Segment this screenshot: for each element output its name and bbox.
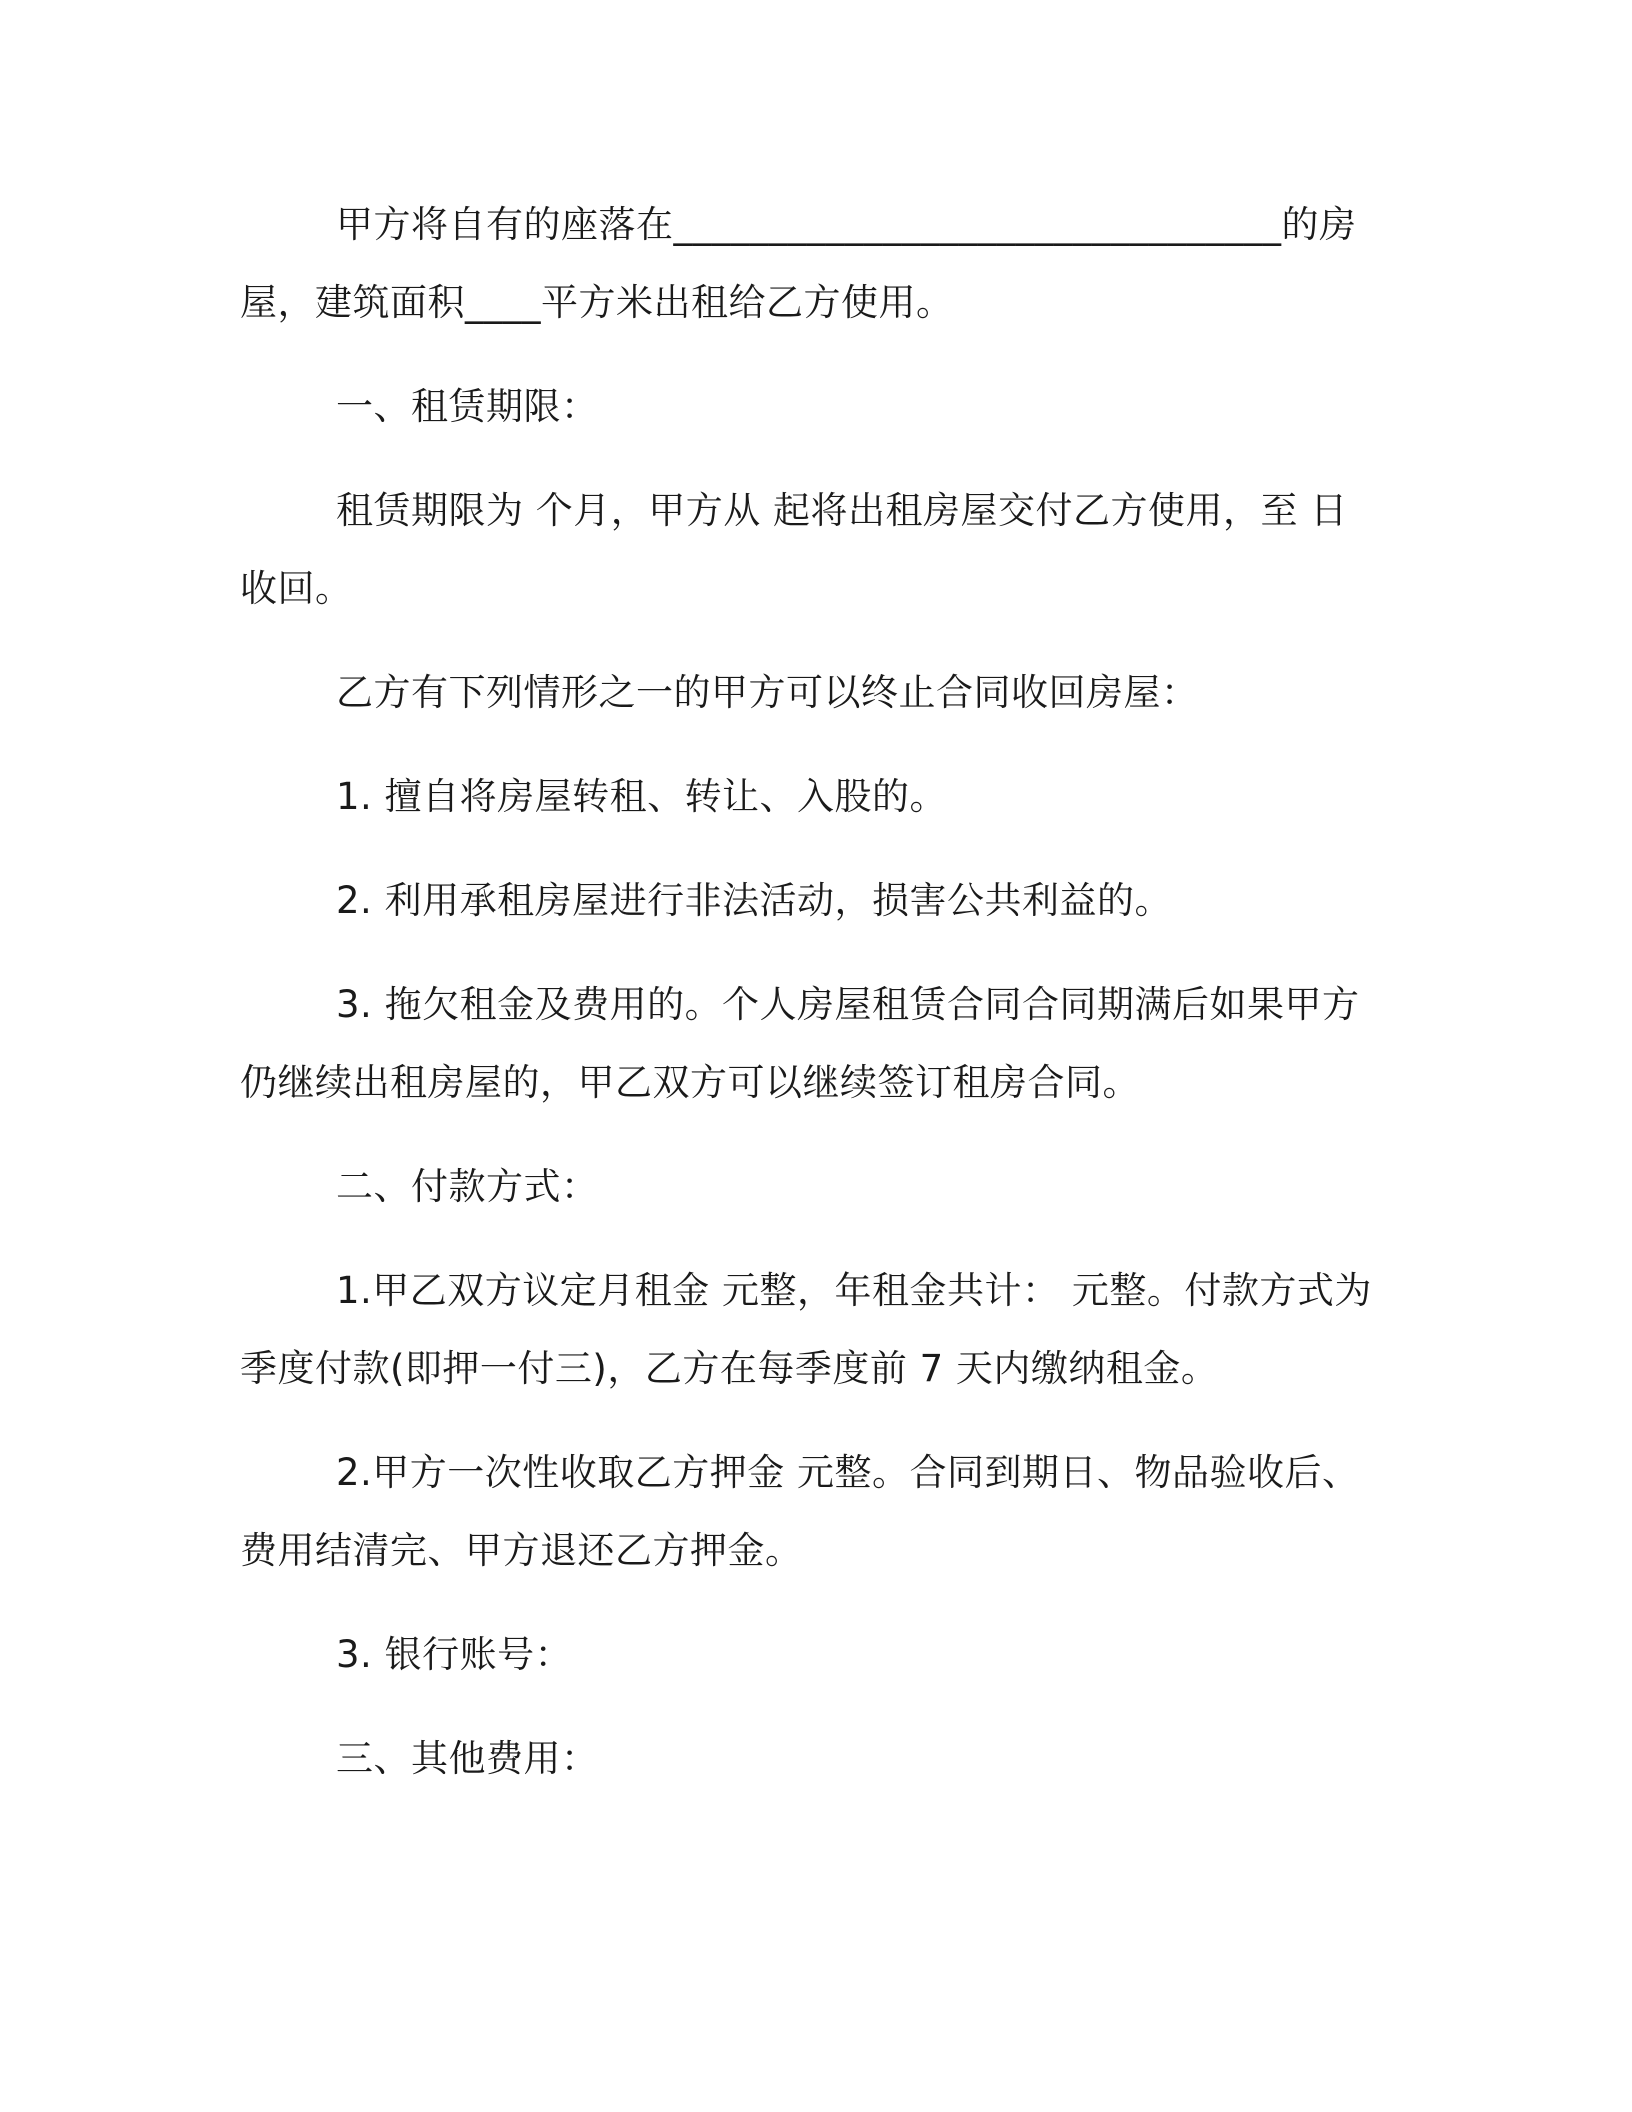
clause-item-1: 1. 擅自将房屋转租、转让、入股的。 <box>336 775 948 818</box>
payment-item-3: 3. 银行账号： <box>336 1633 573 1676</box>
paragraph-lease-term: 租赁期限为 个月，甲方从 起将出租房屋交付乙方使用，至 日收回。 <box>240 489 1348 610</box>
section-heading-payment: 二、付款方式： <box>336 1165 599 1208</box>
payment-item-2: 2.甲方一次性收取乙方押金 元整。合同到期日、物品验收后、费用结清完、甲方退还乙方押金。 <box>240 1451 1360 1572</box>
clause-item-3: 3. 拖欠租金及费用的。个人房屋租赁合同合同期满后如果甲方仍继续出租房屋的，甲乙双方可以继续签订租房合同。 <box>240 983 1360 1104</box>
paragraph-premises: 甲方将自有的座落在________________________________的房屋，建筑面积____平方米出租给乙方使用。 <box>240 203 1357 324</box>
paragraph-termination-conditions: 乙方有下列情形之一的甲方可以终止合同收回房屋： <box>336 671 1199 714</box>
document-body <box>240 186 1380 1798</box>
payment-item-1: 1.甲乙双方议定月租金 元整，年租金共计： 元整。付款方式为季度付款(即押一付三)，乙方在每季度前 7 天内缴纳租金。 <box>240 1269 1372 1390</box>
section-heading-lease-term: 一、租赁期限： <box>336 385 599 428</box>
clause-item-2: 2. 利用承租房屋进行非法活动，损害公共利益的。 <box>336 879 1173 922</box>
section-heading-other-fees: 三、其他费用： <box>336 1737 599 1780</box>
